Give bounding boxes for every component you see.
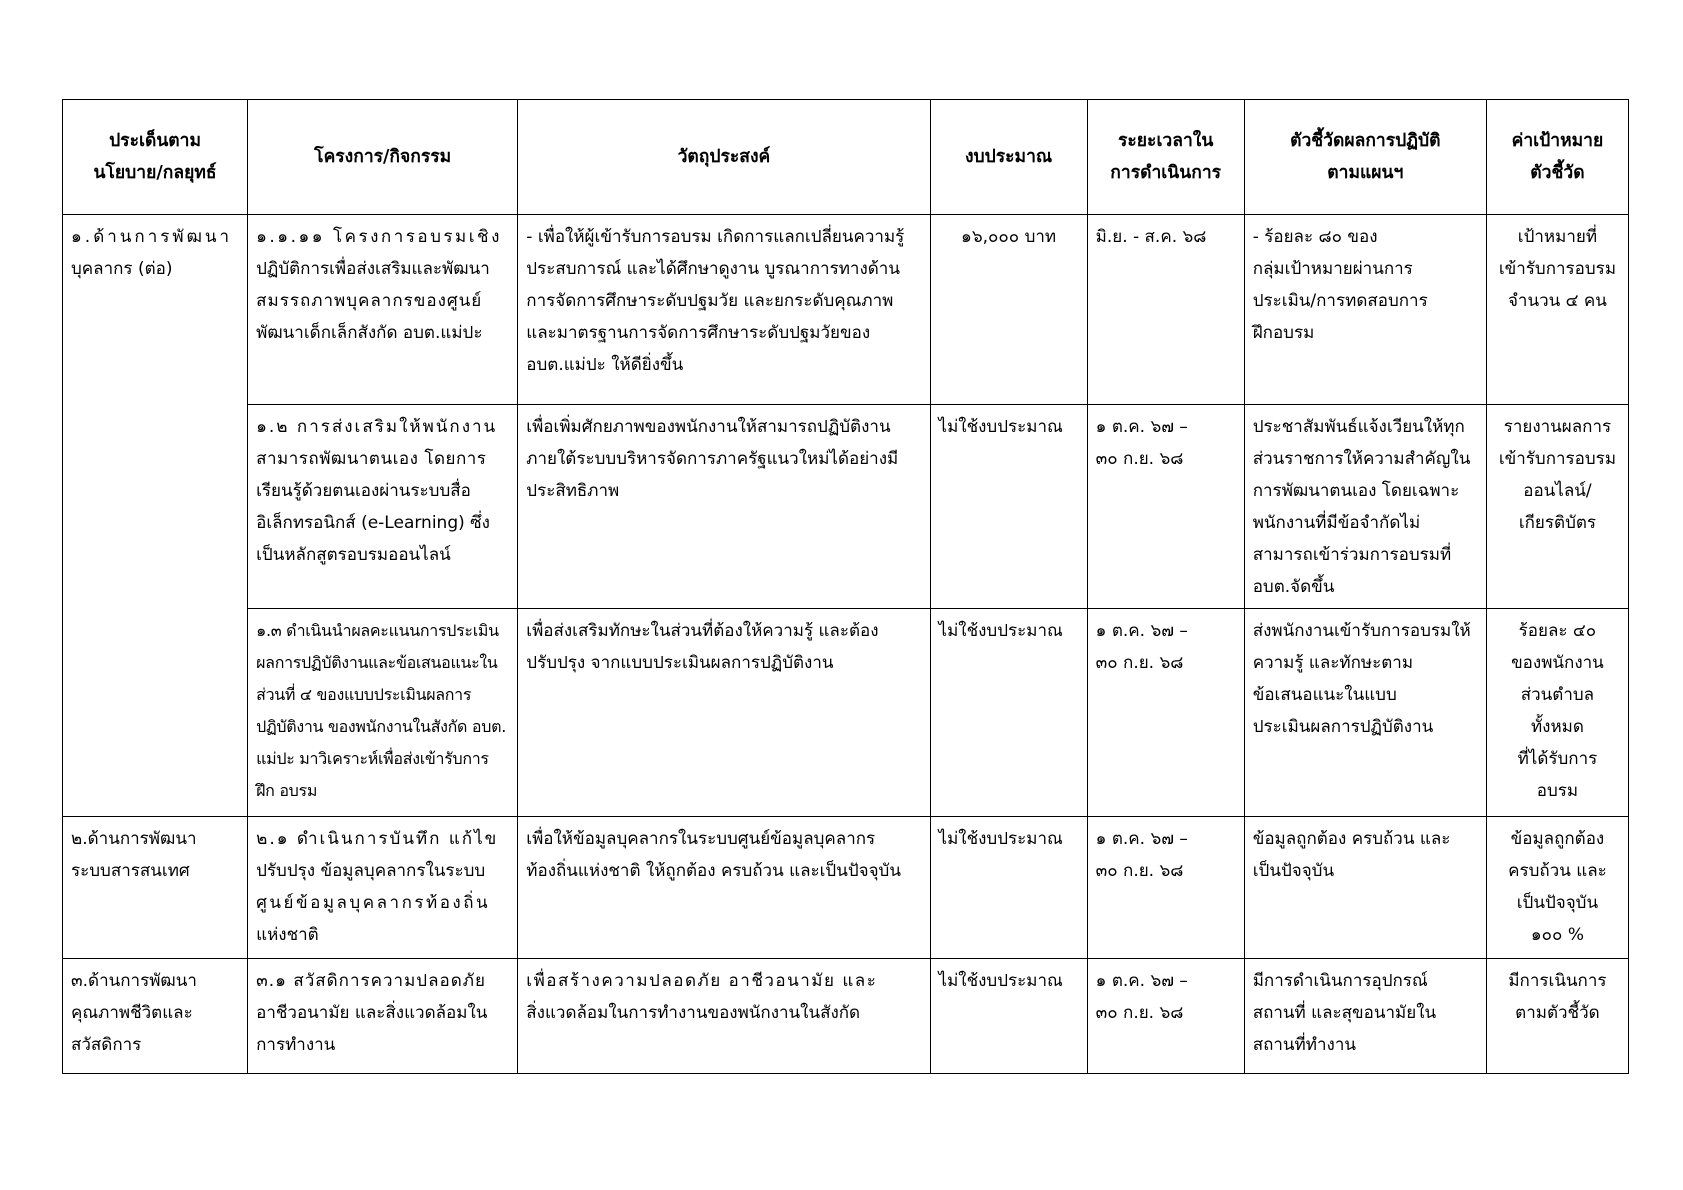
objective-cell: เพื่อส่งเสริมทักษะในส่วนที่ต้องให้ความรู้ และต้อง ปรับปรุง จากแบบประเมินผลการปฏิบัติงาน: [518, 609, 930, 817]
table-row: [63, 959, 1629, 1074]
target-cell: ร้อยละ ๔๐ ของพนักงาน ส่วนตำบล ทั้งหมด ที่ได้รับการ อบรม: [1486, 609, 1628, 817]
objective-cell: เพื่อสร้างความปลอดภัย อาชีวอนามัย และ สิ่งแวดล้อมในการทำงานของพนักงานในสังกัด: [518, 959, 930, 1074]
indicator-cell: มีการดำเนินการอุปกรณ์ สถานที่ และสุขอนามัยใน สถานที่ทำงาน: [1244, 959, 1486, 1074]
period-cell: ๑ ต.ค. ๖๗ – ๓๐ ก.ย. ๖๘: [1087, 609, 1244, 817]
indicator-cell: ส่งพนักงานเข้ารับการอบรมให้ ความรู้ และทักษะตาม ข้อเสนอแนะในแบบ ประเมินผลการปฏิบัติงาน: [1244, 609, 1486, 817]
project-cell: ๑.๑.๑๑ โครงการอบรมเชิง ปฏิบัติการเพื่อส่งเสริมและพัฒนา สมรรถภาพบุคลากรของศูนย์ พัฒนาเด็กเล็กสังกัด อบต.แม่ปะ: [248, 215, 518, 405]
table-row: [63, 215, 1629, 405]
header-indicator: ตัวชี้วัดผลการปฏิบัติ ตามแผนฯ: [1244, 100, 1486, 215]
budget-cell: ไม่ใช้งบประมาณ: [930, 817, 1087, 959]
objective-cell: เพื่อเพิ่มศักยภาพของพนักงานให้สามารถปฏิบัติงาน ภายใต้ระบบบริหารจัดการภาครัฐแนวใหม่ได้อย่างมี ประสิทธิภาพ: [518, 405, 930, 609]
project-cell: ๓.๑ สวัสดิการความปลอดภัย อาชีวอนามัย และสิ่งแวดล้อมใน การทำงาน: [248, 959, 518, 1074]
budget-cell: ไม่ใช้งบประมาณ: [930, 405, 1087, 609]
target-cell: มีการเนินการ ตามตัวชี้วัด: [1486, 959, 1628, 1074]
table-row: [63, 405, 1629, 609]
budget-cell: ไม่ใช้งบประมาณ: [930, 959, 1087, 1074]
objective-cell: เพื่อให้ข้อมูลบุคลากรในระบบศูนย์ข้อมูลบุคลากร ท้องถิ่นแห่งชาติ ให้ถูกต้อง ครบถ้วน และเป็นปัจจุบัน: [518, 817, 930, 959]
header-row: [63, 100, 1629, 215]
header-budget: งบประมาณ: [930, 100, 1087, 215]
project-cell: ๒.๑ ดำเนินการบันทึก แก้ไข ปรับปรุง ข้อมูลบุคลากรในระบบ ศูนย์ข้อมูลบุคลากรท้องถิ่น แห่งชาติ: [248, 817, 518, 959]
issue-cell: ๒.ด้านการพัฒนา ระบบสารสนเทศ: [63, 817, 248, 959]
indicator-cell: ประชาสัมพันธ์แจ้งเวียนให้ทุก ส่วนราชการให้ความสำคัญใน การพัฒนาตนเอง โดยเฉพาะ พนักงานที่มีข้อจำกัดไม่ สามารถเข้าร่วมการอบรมที่ อบต.จัดขึ้น: [1244, 405, 1486, 609]
header-issue: ประเด็นตาม นโยบาย/กลยุทธ์: [63, 100, 248, 215]
target-cell: เป้าหมายที่ เข้ารับการอบรม จำนวน ๔ คน: [1486, 215, 1628, 405]
budget-cell: ไม่ใช้งบประมาณ: [930, 609, 1087, 817]
table-row: [63, 609, 1629, 817]
budget-cell: ๑๖,๐๐๐ บาท: [930, 215, 1087, 405]
header-period: ระยะเวลาใน การดำเนินการ: [1087, 100, 1244, 215]
project-cell: ๑.๒ การส่งเสริมให้พนักงาน สามารถพัฒนาตนเอง โดยการ เรียนรู้ด้วยตนเองผ่านระบบสื่อ อิเล็กทรอนิกส์ (e-Learning) ซึ่ง เป็นหลักสูตรอบรมออนไลน์: [248, 405, 518, 609]
target-cell: รายงานผลการ เข้ารับการอบรม ออนไลน์/ เกียรติบัตร: [1486, 405, 1628, 609]
period-cell: มิ.ย. - ส.ค. ๖๘: [1087, 215, 1244, 405]
objective-cell: - เพื่อให้ผู้เข้ารับการอบรม เกิดการแลกเปลี่ยนความรู้ ประสบการณ์ และได้ศึกษาดูงาน บูรณาการทางด้าน การจัดการศึกษาระดับปฐมวัย และยกระดับคุณภาพ และมาตรฐานการจัดการศึกษาระดับปฐมวัยของ อบต.แม่ปะ ให้ดียิ่งขึ้น: [518, 215, 930, 405]
issue-cell: ๑.ด้านการพัฒนา บุคลากร (ต่อ): [63, 215, 248, 817]
plan-table: [62, 99, 1629, 1074]
header-objective: วัตถุประสงค์: [518, 100, 930, 215]
target-cell: ข้อมูลถูกต้อง ครบถ้วน และ เป็นปัจจุบัน ๑๐๐ %: [1486, 817, 1628, 959]
indicator-cell: - ร้อยละ ๘๐ ของ กลุ่มเป้าหมายผ่านการ ประเมิน/การทดสอบการ ฝึกอบรม: [1244, 215, 1486, 405]
table-row: [63, 817, 1629, 959]
header-project: โครงการ/กิจกรรม: [248, 100, 518, 215]
issue-cell: ๓.ด้านการพัฒนา คุณภาพชีวิตและ สวัสดิการ: [63, 959, 248, 1074]
indicator-cell: ข้อมูลถูกต้อง ครบถ้วน และ เป็นปัจจุบัน: [1244, 817, 1486, 959]
period-cell: ๑ ต.ค. ๖๗ – ๓๐ ก.ย. ๖๘: [1087, 817, 1244, 959]
period-cell: ๑ ต.ค. ๖๗ – ๓๐ ก.ย. ๖๘: [1087, 959, 1244, 1074]
project-cell: ๑.๓ ดำเนินนำผลคะแนนการประเมิน ผลการปฏิบัติงานและข้อเสนอแนะใน ส่วนที่ ๔ ของแบบประเมินผลการ ปฏิบัติงาน ของพนักงานในสังกัด อบต. แม่ปะ มาวิเคราะห์เพื่อส่งเข้ารับการ ฝึก อบรม: [248, 609, 518, 817]
header-target: ค่าเป้าหมาย ตัวชี้วัด: [1486, 100, 1628, 215]
period-cell: ๑ ต.ค. ๖๗ – ๓๐ ก.ย. ๖๘: [1087, 405, 1244, 609]
